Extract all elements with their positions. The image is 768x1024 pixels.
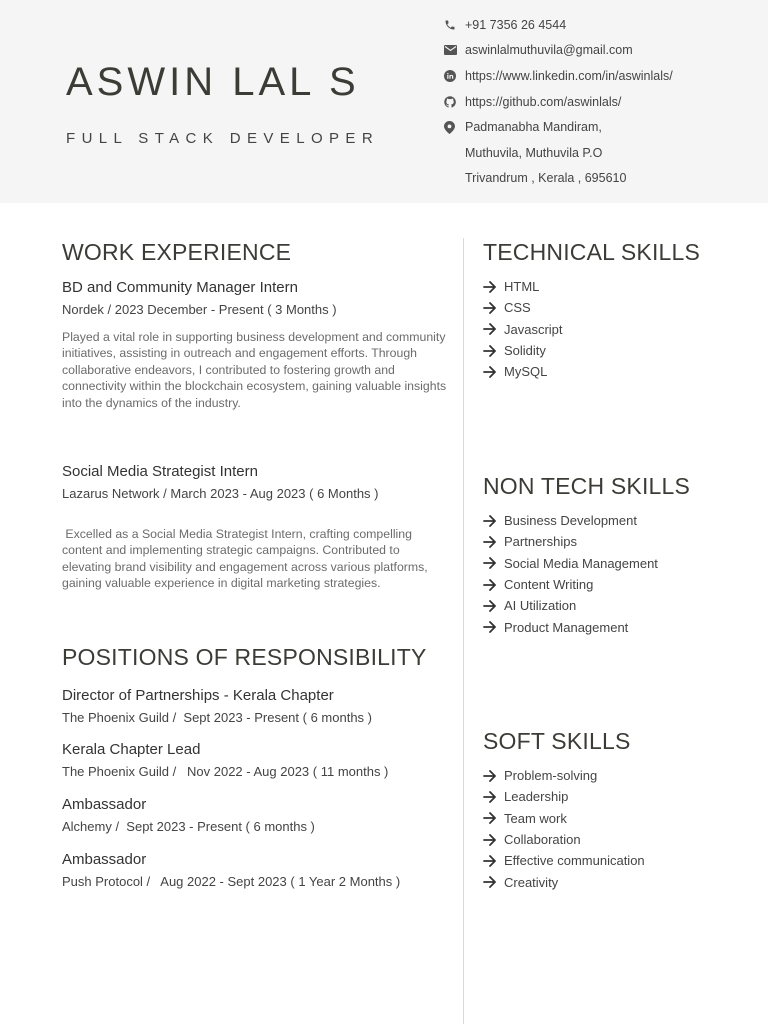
contact-phone	[444, 12, 754, 38]
skill-label: Leadership	[504, 789, 569, 805]
skill-label: Creativity	[504, 874, 559, 890]
contact-address-line-2	[444, 140, 754, 166]
github-text: https://github.com/aswinlals/	[465, 94, 622, 109]
skill-label: Product Management	[504, 619, 629, 635]
skill-label: MySQL	[504, 364, 548, 380]
arrow-right-icon	[483, 366, 504, 378]
arrow-right-icon	[483, 536, 504, 548]
skill-label: Content Writing	[504, 577, 594, 593]
contact-block	[444, 12, 754, 191]
technical-skills-list	[483, 276, 563, 382]
address-line-1: Padmanabha Mandiram,	[465, 120, 602, 135]
github-icon	[444, 96, 465, 108]
position-org-dates: Alchemy / Sept 2023 - Present ( 6 months )	[62, 819, 315, 834]
list-item	[483, 829, 645, 850]
arrow-right-icon	[483, 791, 504, 803]
arrow-right-icon	[483, 812, 504, 824]
skill-label: Team work	[504, 810, 567, 826]
job-description: Played a vital role in supporting business development and community initiatives, assisting in outreach and engagement efforts. Through collaborative endeavors, I contributed to fostering growth and connectivity within the blockchain ecosystem, gaining valuable insights into the dynamics of the industry.	[62, 330, 447, 410]
technical-skills-heading: TECHNICAL SKILLS	[483, 239, 701, 265]
skill-label: Collaboration	[504, 832, 581, 848]
skill-label: Business Development	[504, 513, 637, 529]
arrow-right-icon	[483, 855, 504, 867]
resume-header	[0, 0, 768, 203]
list-item	[483, 531, 658, 552]
skill-label: Javascript	[504, 321, 563, 337]
candidate-role: FULL STACK DEVELOPER	[66, 130, 380, 147]
skill-label: CSS	[504, 300, 531, 316]
job-company-dates: Nordek / 2023 December - Present ( 3 Months )	[62, 302, 337, 317]
phone-text: +91 7356 26 4544	[465, 17, 567, 32]
list-item	[483, 808, 645, 829]
job-title: BD and Community Manager Intern	[62, 279, 298, 296]
list-item	[483, 595, 658, 616]
linkedin-icon	[444, 70, 465, 82]
position-org-dates: The Phoenix Guild / Nov 2022 - Aug 2023 ( 11 months )	[62, 764, 389, 779]
address-line-3: Trivandrum , Kerala , 695610	[465, 171, 627, 186]
arrow-right-icon	[483, 281, 504, 293]
soft-skills-list	[483, 765, 645, 893]
positions-heading: POSITIONS OF RESPONSIBILITY	[62, 644, 427, 670]
list-item	[483, 765, 645, 786]
list-item	[483, 786, 645, 807]
arrow-right-icon	[483, 302, 504, 314]
skill-label: AI Utilization	[504, 598, 577, 614]
list-item	[483, 850, 645, 871]
job-company-dates: Lazarus Network / March 2023 - Aug 2023 ( 6 Months )	[62, 486, 379, 501]
position-title: Ambassador	[62, 851, 147, 868]
skill-label: Partnerships	[504, 534, 577, 550]
list-item	[483, 616, 658, 637]
soft-skills-heading: SOFT SKILLS	[483, 728, 631, 754]
column-divider	[463, 238, 464, 1024]
candidate-name: ASWIN LAL S	[66, 60, 360, 104]
list-item	[483, 510, 658, 531]
skill-label: Effective communication	[504, 853, 645, 869]
skill-label: Solidity	[504, 343, 546, 359]
arrow-right-icon	[483, 579, 504, 591]
position-title: Kerala Chapter Lead	[62, 741, 201, 758]
envelope-icon	[444, 45, 465, 55]
job-description: Excelled as a Social Media Strategist Intern, crafting compelling content and implementing strategic campaigns. Contributed to elevating brand visibility and engagement across various platforms, gaining valuable experience in digital marketing strategies.	[62, 527, 432, 591]
non-tech-skills-list	[483, 510, 658, 638]
list-item	[483, 319, 563, 340]
position-title: Director of Partnerships - Kerala Chapter	[62, 687, 334, 704]
location-pin-icon	[444, 121, 465, 134]
arrow-right-icon	[483, 600, 504, 612]
contact-address-line-3	[444, 166, 754, 192]
position-org-dates: The Phoenix Guild / Sept 2023 - Present ( 6 months )	[62, 710, 372, 725]
contact-github[interactable]	[444, 89, 754, 115]
arrow-right-icon	[483, 515, 504, 527]
email-text: aswinlalmuthuvila@gmail.com	[465, 43, 633, 58]
arrow-right-icon	[483, 345, 504, 357]
skill-label: Problem-solving	[504, 768, 598, 784]
list-item	[483, 553, 658, 574]
list-item	[483, 297, 563, 318]
list-item	[483, 871, 645, 892]
list-item	[483, 361, 563, 382]
arrow-right-icon	[483, 323, 504, 335]
linkedin-text: https://www.linkedin.com/in/aswinlals/	[465, 68, 673, 83]
contact-linkedin[interactable]	[444, 63, 754, 89]
list-item	[483, 340, 563, 361]
skill-label: Social Media Management	[504, 555, 658, 571]
list-item	[483, 276, 563, 297]
arrow-right-icon	[483, 621, 504, 633]
job-title: Social Media Strategist Intern	[62, 463, 258, 480]
contact-address	[444, 114, 754, 140]
contact-email[interactable]	[444, 38, 754, 64]
arrow-right-icon	[483, 876, 504, 888]
arrow-right-icon	[483, 834, 504, 846]
phone-icon	[444, 19, 465, 31]
non-tech-skills-heading: NON TECH SKILLS	[483, 473, 691, 499]
address-line-2: Muthuvila, Muthuvila P.O	[465, 145, 603, 160]
position-org-dates: Push Protocol / Aug 2022 - Sept 2023 ( 1 Year 2 Months )	[62, 874, 401, 889]
work-experience-heading: WORK EXPERIENCE	[62, 239, 292, 265]
arrow-right-icon	[483, 557, 504, 569]
position-title: Ambassador	[62, 796, 147, 813]
arrow-right-icon	[483, 770, 504, 782]
skill-label: HTML	[504, 279, 540, 295]
list-item	[483, 574, 658, 595]
